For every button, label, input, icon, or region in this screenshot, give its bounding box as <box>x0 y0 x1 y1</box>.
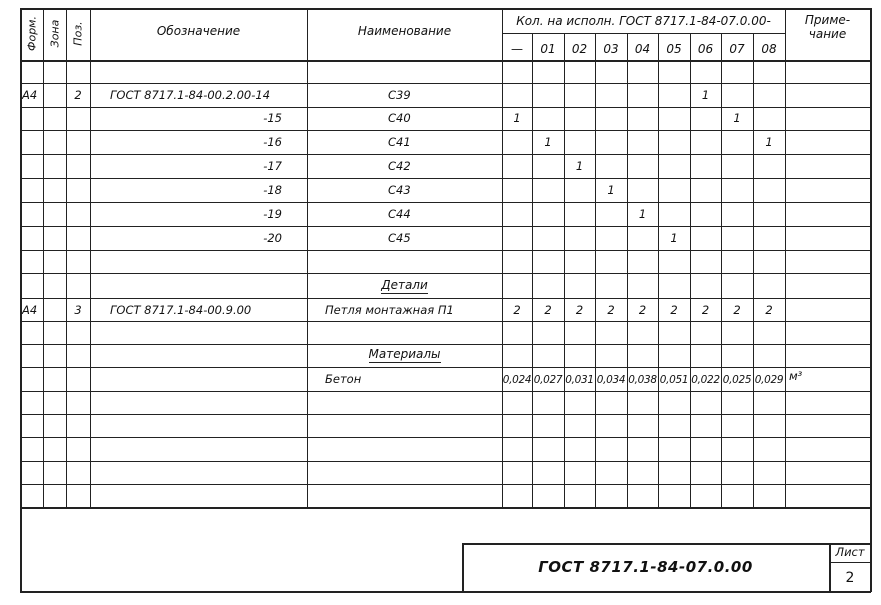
row-line <box>20 321 871 322</box>
row-qty-cell: 1 <box>670 231 678 245</box>
header-qty-group: Кол. на исполн. ГОСТ 8717.1-84-07.0.00- <box>516 14 771 28</box>
row-line <box>20 83 871 84</box>
material-qty-cell: 0,027 <box>533 374 563 386</box>
row-line <box>20 414 871 415</box>
row-name: С41 <box>388 135 411 149</box>
row-line <box>20 202 871 203</box>
frame-top <box>20 8 871 10</box>
row-designation: -20 <box>263 231 282 245</box>
detail-row-form: А4 <box>22 303 38 317</box>
row-qty-cell: 1 <box>513 111 521 125</box>
material-qty-cell: 0,031 <box>565 374 594 386</box>
table-bottom-line <box>20 507 871 509</box>
variant-header-4: 04 <box>634 42 651 56</box>
row-name: С43 <box>388 183 411 197</box>
row-line <box>20 437 871 438</box>
material-row-note: м³ <box>789 369 803 383</box>
detail-qty-cell: 2 <box>513 303 521 317</box>
material-row-name: Бетон <box>325 372 362 386</box>
row-line <box>20 484 871 485</box>
row-designation: -15 <box>263 111 282 125</box>
detail-qty-cell: 2 <box>607 303 615 317</box>
detail-row-pos: 3 <box>74 303 82 317</box>
variant-header-2: 02 <box>571 42 588 56</box>
section-materials-label: Материалы <box>368 347 441 361</box>
header-form: Форм. <box>25 16 39 51</box>
row-line <box>20 273 871 274</box>
row-designation: -16 <box>263 135 282 149</box>
row-line <box>20 367 871 368</box>
header-note: Приме- чание <box>804 13 851 41</box>
row-line <box>20 154 871 155</box>
row-name: С40 <box>388 111 411 125</box>
detail-qty-cell: 2 <box>575 303 584 317</box>
title-block-sheet-label: Лист <box>835 545 865 559</box>
detail-qty-cell: 2 <box>670 303 678 317</box>
row-qty-cell: 1 <box>733 111 741 125</box>
detail-qty-cell: 2 <box>765 303 773 317</box>
row-designation: ГОСТ 8717.1-84-00.2.00-14 <box>110 88 271 102</box>
detail-qty-cell: 2 <box>701 303 710 317</box>
frame-bottom <box>20 591 871 593</box>
title-block-doc-code: ГОСТ 8717.1-84-07.0.00 <box>538 558 753 576</box>
row-qty-cell: 1 <box>638 207 647 221</box>
title-block-sheet-number: 2 <box>845 570 855 586</box>
row-qty-cell: 1 <box>607 183 615 197</box>
header-zone: Зона <box>48 19 62 48</box>
header-name: Наименование <box>357 24 452 38</box>
row-line <box>20 344 871 345</box>
material-qty-cell: 0,024 <box>502 374 532 386</box>
detail-qty-cell: 2 <box>638 303 647 317</box>
material-qty-cell: 0,034 <box>596 374 626 386</box>
material-qty-cell: 0,025 <box>722 374 752 386</box>
frame-right <box>870 8 872 592</box>
variant-header-7: 07 <box>729 42 745 56</box>
row-line <box>20 298 871 299</box>
detail-qty-cell: 2 <box>733 303 741 317</box>
row-name: С42 <box>388 159 411 173</box>
title-block-sheet-line <box>829 562 871 563</box>
row-name: С44 <box>388 207 411 221</box>
material-qty-cell: 0,022 <box>691 374 720 386</box>
row-line <box>20 130 871 131</box>
row-line <box>20 391 871 392</box>
row-line <box>20 178 871 179</box>
row-line <box>20 226 871 227</box>
row-qty-cell: 1 <box>765 135 773 149</box>
material-qty-cell: 0,029 <box>754 374 784 386</box>
row-name: С45 <box>388 231 411 245</box>
header-pos: Поз. <box>71 21 85 46</box>
detail-qty-cell: 2 <box>544 303 552 317</box>
row-line <box>20 461 871 462</box>
row-designation: -18 <box>263 183 282 197</box>
variant-header-8: 08 <box>761 42 777 56</box>
variant-header-1: 01 <box>540 42 556 56</box>
header-designation: Обозначение <box>156 24 241 38</box>
row-form: А4 <box>22 88 38 102</box>
row-line <box>20 250 871 251</box>
detail-row-designation: ГОСТ 8717.1-84-00.9.00 <box>110 303 252 317</box>
title-block-top <box>462 543 871 545</box>
row-qty-cell: 1 <box>575 159 584 173</box>
row-qty-cell: 1 <box>544 135 552 149</box>
row-line <box>20 107 871 108</box>
variants-header-line <box>502 33 785 34</box>
variant-header-5: 05 <box>666 42 682 56</box>
row-designation: -19 <box>263 207 282 221</box>
row-designation: -17 <box>263 159 282 173</box>
material-qty-cell: 0,038 <box>628 374 657 386</box>
row-pos: 2 <box>74 88 82 102</box>
material-qty-cell: 0,051 <box>659 374 689 386</box>
row-qty-cell: 1 <box>701 88 710 102</box>
section-materials-heading <box>307 348 502 360</box>
row-name: С39 <box>388 88 411 102</box>
header-bottom-line <box>20 60 871 62</box>
variant-header-0: — <box>511 42 523 56</box>
detail-row-name: Петля монтажная П1 <box>325 303 454 317</box>
variant-header-6: 06 <box>697 42 714 56</box>
section-details-label: Детали <box>381 278 428 292</box>
variant-header-3: 03 <box>603 42 619 56</box>
section-details-heading <box>307 279 502 291</box>
